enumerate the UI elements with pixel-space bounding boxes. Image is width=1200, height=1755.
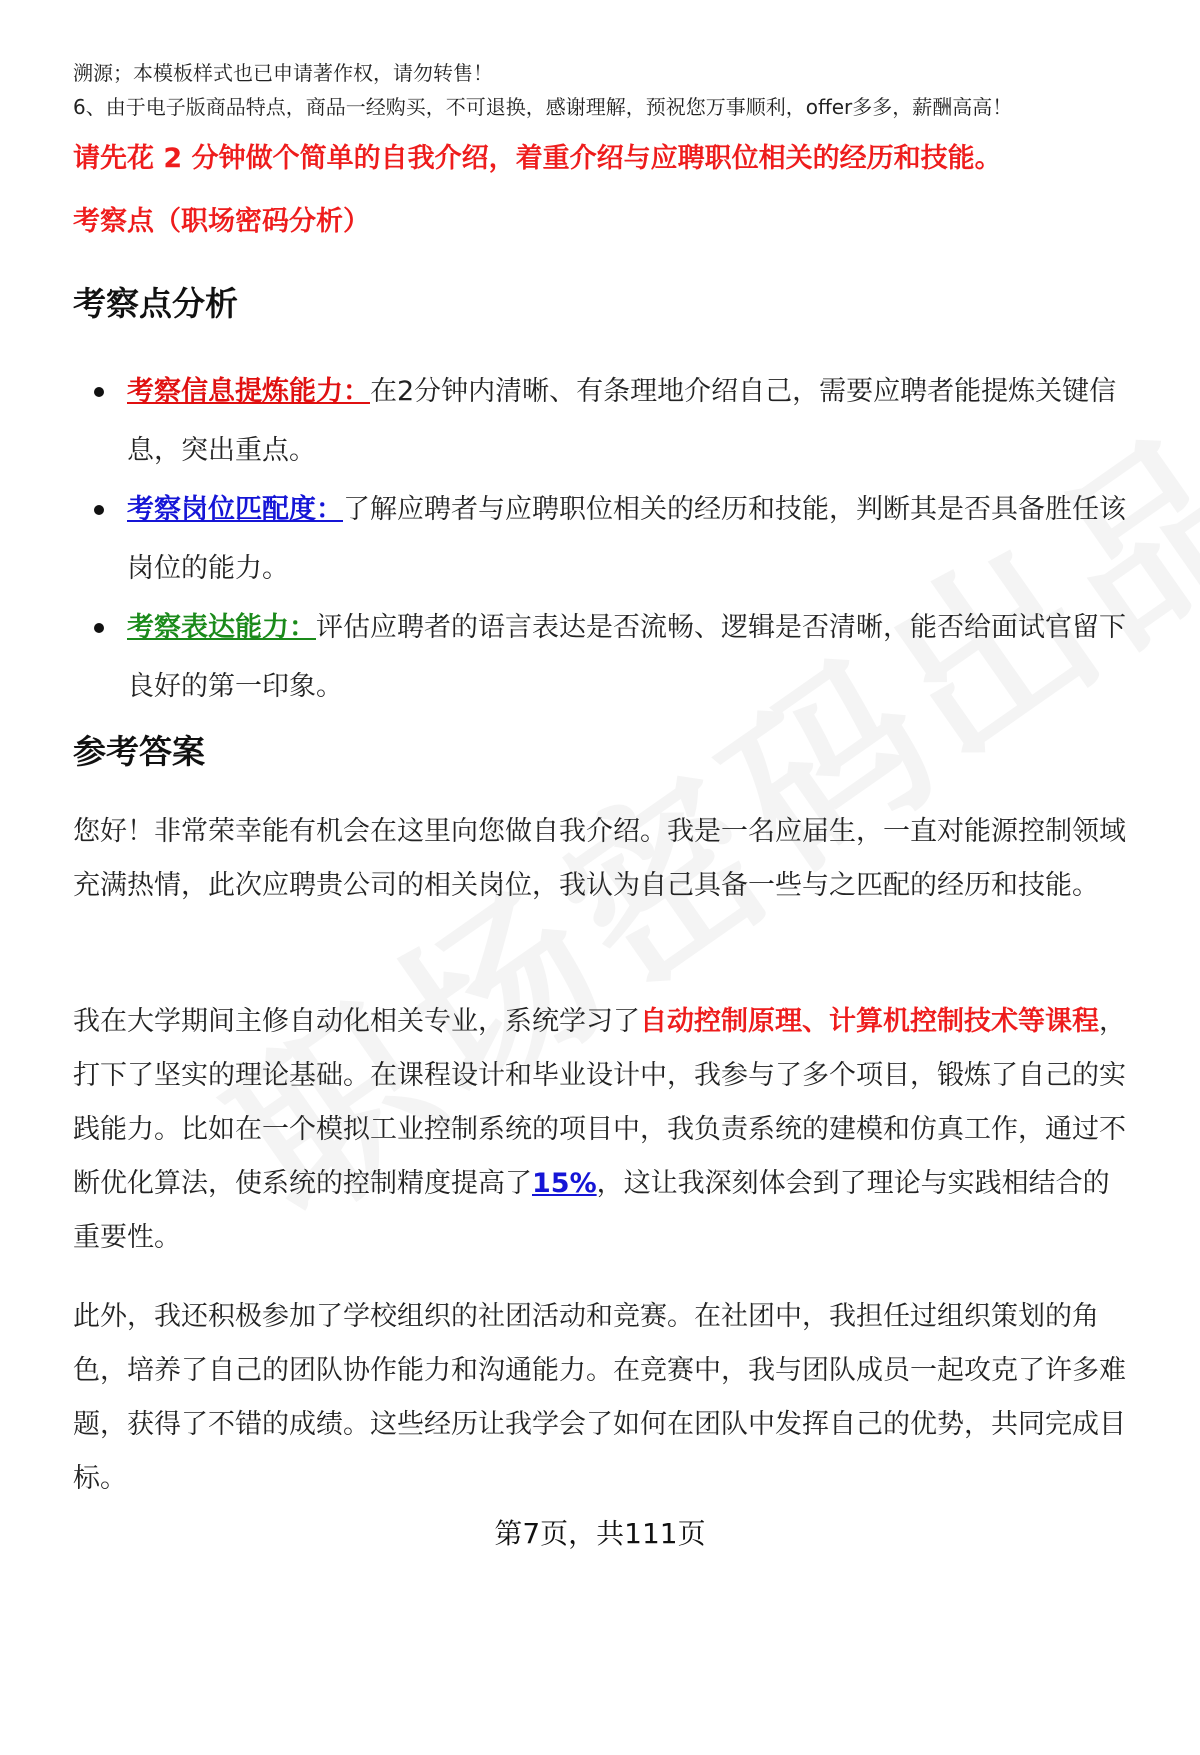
analysis-item-tag: 考察岗位匹配度： bbox=[127, 494, 343, 525]
answer-paragraph-3: 此外，我还积极参加了学校组织的社团活动和竞赛。在社团中，我担任过组织策划的角色，培养了自己的团队协作能力和沟通能力。在竞赛中，我与团队成员一起攻克了许多难题，获得了不错的成绩。这些经历让我学会了如何在团队中发挥自己的优势，共同完成目标。 bbox=[73, 1301, 1126, 1494]
notice-line-2: 6、由于电子版商品特点，商品一经购买，不可退换，感谢理解，预祝您万事顺利，offer多多，薪酬高高！ bbox=[73, 95, 1013, 119]
answer-p2-text-b: ，打下了坚实的理论基础。在课程设计和毕业设计中，我参与了多个项目，锻炼了自己的实践能力。比如在一个模拟工业控制系统的项目中，我负责系统的建模和仿真工作，通过不断优化算法，使系统的控制精度提高了 bbox=[73, 1006, 1126, 1199]
analysis-item-tag: 考察表达能力： bbox=[127, 612, 316, 643]
answer-paragraph-2 bbox=[73, 995, 1130, 1265]
answer-p2-number: 15% bbox=[532, 1168, 597, 1199]
page-footer: 第7页，共111页 bbox=[494, 1517, 706, 1550]
analysis-item-text: 了解应聘者与应聘职位相关的经历和技能，判断其是否具备胜任该岗位的能力。 bbox=[127, 494, 1126, 584]
analysis-item bbox=[73, 598, 1130, 716]
answer-paragraph-1: 您好！非常荣幸能有机会在这里向您做自我介绍。我是一名应届生，一直对能源控制领域充满热情，此次应聘贵公司的相关岗位，我认为自己具备一些与之匹配的经历和技能。 bbox=[73, 816, 1126, 901]
answer-p2-text-c: ，这让我深刻体会到了理论与实践相结合的重要性。 bbox=[73, 1168, 1110, 1253]
analysis-heading: 考察点分析 bbox=[73, 284, 238, 323]
analysis-item-tag: 考察信息提炼能力： bbox=[127, 376, 370, 407]
analysis-list bbox=[73, 362, 1130, 716]
question-text: 请先花 2 分钟做个简单的自我介绍，着重介绍与应聘职位相关的经历和技能。 bbox=[73, 143, 1002, 174]
notice-block bbox=[73, 56, 1130, 124]
notice-line-1: 溯源；本模板样式也已申请著作权，请勿转售！ bbox=[73, 61, 493, 85]
bullet-icon bbox=[94, 623, 104, 633]
analysis-item bbox=[73, 480, 1130, 598]
answer-p2-highlight: 自动控制原理、计算机控制技术等课程 bbox=[640, 1006, 1099, 1037]
answer-p2-text-a: 我在大学期间主修自动化相关专业，系统学习了 bbox=[73, 1006, 640, 1037]
bullet-icon bbox=[94, 505, 104, 515]
analysis-item bbox=[73, 362, 1130, 480]
analysis-item-text: 评估应聘者的语言表达是否流畅、逻辑是否清晰，能否给面试官留下良好的第一印象。 bbox=[127, 612, 1126, 702]
exam-point-title: 考察点（职场密码分析） bbox=[73, 206, 370, 237]
answer-heading: 参考答案 bbox=[73, 732, 205, 771]
analysis-item-text: 在2分钟内清晰、有条理地介绍自己，需要应聘者能提炼关键信息，突出重点。 bbox=[127, 376, 1117, 466]
bullet-icon bbox=[94, 387, 104, 397]
